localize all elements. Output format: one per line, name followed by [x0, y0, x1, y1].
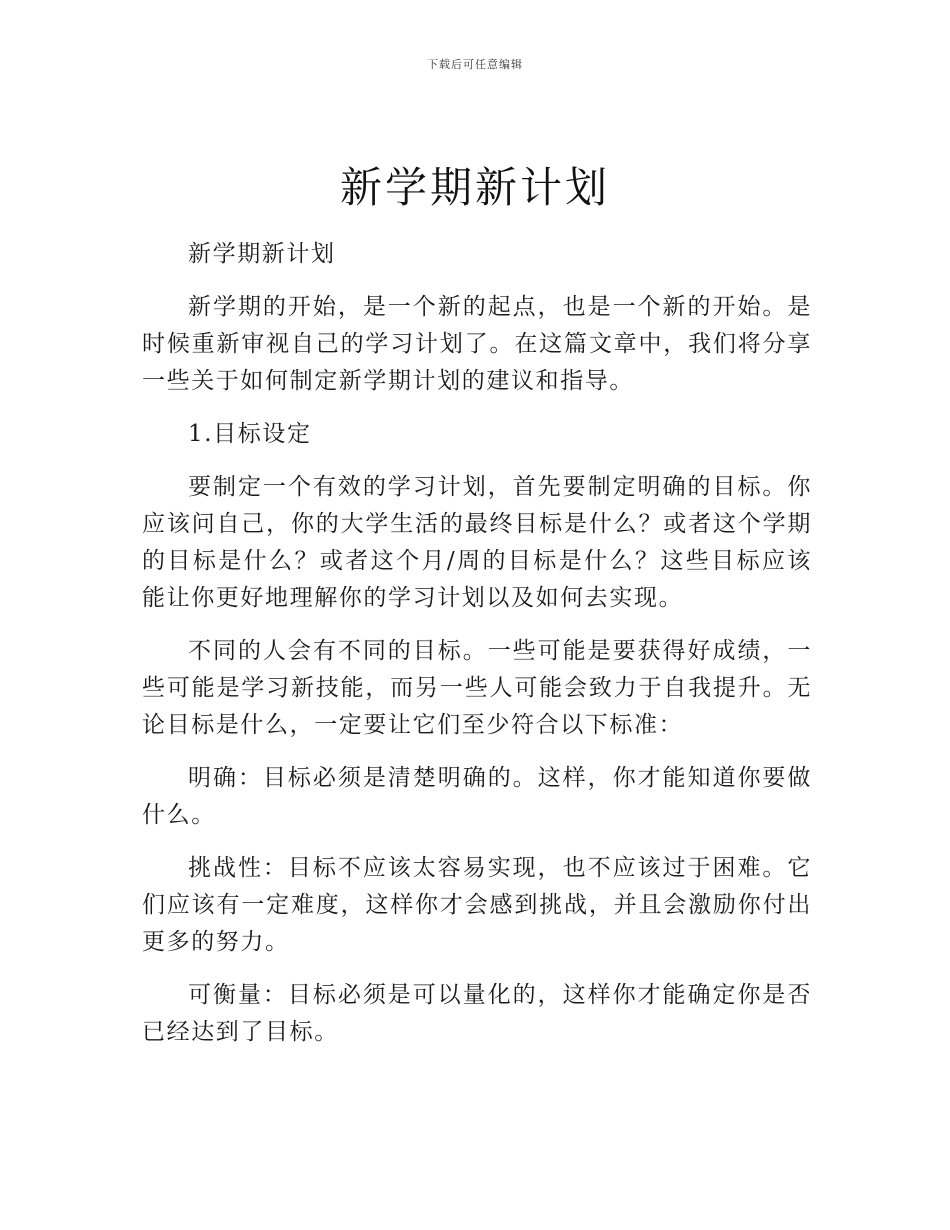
criteria-item-challenging: 挑战性：目标不应该太容易实现，也不应该过于困难。它们应该有一定难度，这样你才会感到挑战，并且会激励你付出更多的努力。	[142, 855, 812, 955]
page-header-note: 下载后可任意编辑	[427, 58, 523, 71]
criteria-item-measurable: 可衡量：目标必须是可以量化的，这样你才能确定你是否已经达到了目标。	[142, 982, 812, 1045]
document-title: 新学期新计划	[339, 163, 610, 212]
criteria-item-clear: 明确：目标必须是清楚明确的。这样，你才能知道你要做什么。	[142, 765, 812, 828]
intro-paragraph: 新学期的开始，是一个新的起点，也是一个新的开始。是时候重新审视自己的学习计划了。在这篇文章中，我们将分享一些关于如何制定新学期计划的建议和指导。	[142, 294, 812, 394]
body-paragraph: 要制定一个有效的学习计划，首先要制定明确的目标。你应该问自己，你的大学生活的最终目标是什么？或者这个学期的目标是什么？或者这个月/周的目标是什么？这些目标应该能让你更好地理解你的学习计划以及如何去实现。	[142, 474, 812, 611]
subtitle-paragraph: 新学期新计划	[188, 241, 336, 267]
section-heading: 1.目标设定	[188, 421, 312, 447]
body-paragraph: 不同的人会有不同的目标。一些可能是要获得好成绩，一些可能是学习新技能，而另一些人可能会致力于自我提升。无论目标是什么，一定要让它们至少符合以下标准：	[142, 638, 812, 738]
document-body	[142, 236, 812, 1067]
